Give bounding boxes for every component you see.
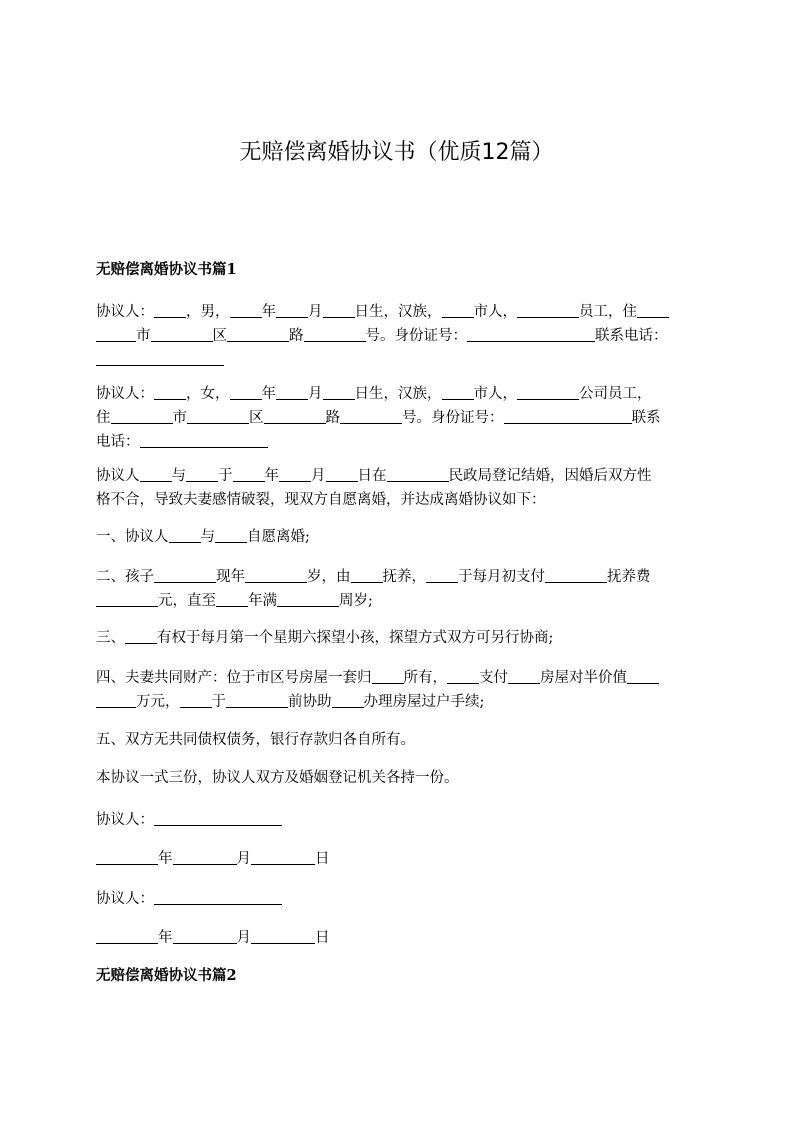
text-segment: 协议人：	[96, 891, 154, 907]
paragraph-marriage-registration	[96, 464, 699, 512]
text-segment: 号。身份证号：	[365, 328, 467, 344]
fill-blank	[340, 407, 402, 424]
fill-blank	[111, 407, 173, 424]
text-segment: 年	[264, 468, 279, 484]
fill-blank	[323, 301, 355, 318]
fill-blank	[637, 301, 669, 318]
fill-blank	[245, 566, 307, 583]
text-segment: 二、孩子	[96, 569, 154, 585]
fill-blank	[351, 566, 383, 583]
signature-date-1	[96, 847, 699, 871]
text-segment: 前协助	[288, 694, 332, 710]
fill-blank	[96, 927, 158, 944]
paragraph-party-male	[96, 300, 699, 372]
text-segment: 路	[289, 328, 304, 344]
text-segment: 三、	[96, 630, 125, 646]
text-segment: 一、协议人	[96, 529, 169, 545]
text-segment: 支付	[479, 670, 508, 686]
fill-blank	[276, 301, 308, 318]
text-segment: 市人，	[473, 386, 517, 402]
text-line	[96, 589, 699, 613]
fill-blank	[504, 407, 632, 424]
text-segment: 路	[325, 410, 340, 426]
fill-blank	[277, 590, 339, 607]
fill-blank	[326, 465, 358, 482]
fill-blank	[173, 848, 237, 865]
fill-blank	[627, 667, 659, 684]
text-line	[96, 626, 699, 650]
text-segment: 于	[218, 468, 233, 484]
clause-4	[96, 666, 699, 714]
fill-blank	[169, 526, 201, 543]
text-segment: 万元，	[136, 694, 180, 710]
fill-blank	[251, 927, 315, 944]
fill-blank	[233, 465, 265, 482]
clause-2	[96, 565, 699, 613]
text-segment: 市人，	[473, 304, 517, 320]
text-segment: 年	[158, 930, 173, 946]
fill-blank	[279, 465, 311, 482]
text-segment: 住	[96, 410, 111, 426]
fill-blank	[517, 301, 579, 318]
fill-blank	[173, 927, 237, 944]
fill-blank	[96, 848, 158, 865]
text-segment: 年	[261, 386, 276, 402]
text-segment: 房屋对半价值	[540, 670, 627, 686]
fill-blank	[230, 301, 262, 318]
text-line	[96, 666, 699, 690]
text-segment: 所有，	[403, 670, 447, 686]
clause-1	[96, 525, 699, 549]
fill-blank	[304, 325, 366, 342]
text-line	[96, 348, 699, 372]
text-segment: 周岁;	[339, 593, 373, 609]
fill-blank	[186, 465, 218, 482]
fill-blank	[216, 590, 248, 607]
fill-blank	[96, 349, 224, 366]
signature-date-2	[96, 926, 699, 950]
text-line	[96, 525, 699, 549]
text-line	[96, 406, 699, 430]
text-segment: 与	[200, 529, 215, 545]
text-segment: 号。身份证号：	[402, 410, 504, 426]
text-segment: 有权于每月第一个星期六探望小孩，探望方式双方可另行协商;	[157, 630, 554, 646]
text-segment: 月	[308, 304, 323, 320]
fill-blank	[227, 325, 289, 342]
fill-blank	[96, 325, 136, 342]
fill-blank	[372, 667, 404, 684]
fill-blank	[96, 590, 158, 607]
text-segment: 月	[236, 930, 251, 946]
text-segment: 年满	[248, 593, 277, 609]
text-line	[96, 430, 699, 454]
text-segment: 于	[211, 694, 226, 710]
text-line	[96, 808, 699, 832]
text-segment: 日	[315, 930, 330, 946]
text-segment: 联系	[631, 410, 661, 426]
fill-blank	[276, 383, 308, 400]
signature-party-2	[96, 887, 699, 911]
fill-blank	[517, 383, 579, 400]
text-segment: 年	[158, 851, 173, 867]
text-line	[96, 382, 699, 406]
text-segment: 协议人：	[96, 304, 154, 320]
text-line	[96, 324, 699, 348]
clause-5: 五、双方无共同债权债务，银行存款归各自所有。	[96, 732, 415, 748]
fill-blank	[154, 566, 216, 583]
text-segment: 日生，汉族，	[354, 304, 442, 320]
text-segment: ，女，	[186, 386, 230, 402]
text-segment: 抚养费	[607, 569, 651, 585]
fill-blank	[125, 627, 157, 644]
clause-3	[96, 626, 699, 650]
fill-blank	[187, 407, 249, 424]
text-segment: 日	[315, 851, 330, 867]
text-line	[96, 887, 699, 911]
fill-blank	[215, 526, 247, 543]
fill-blank	[442, 383, 474, 400]
text-segment: 协议人：	[96, 812, 154, 828]
text-segment: 日在	[357, 468, 387, 484]
fill-blank	[151, 325, 213, 342]
text-line	[96, 565, 699, 589]
text-segment: 民政局登记结婚，因婚后双方性	[448, 468, 652, 484]
text-line	[96, 300, 699, 324]
text-segment: 市	[136, 328, 151, 344]
text-segment: 日生，汉族，	[354, 386, 442, 402]
text-segment: 电话：	[96, 434, 140, 450]
fill-blank	[96, 691, 136, 708]
text-segment: 岁，由	[307, 569, 351, 585]
text-line	[96, 847, 699, 871]
fill-blank	[251, 848, 315, 865]
fill-blank	[140, 465, 172, 482]
text-segment: 四、夫妻共同财产：位于市区号房屋一套归	[96, 670, 372, 686]
fill-blank	[467, 325, 595, 342]
copies-note: 本协议一式三份，协议人双方及婚姻登记机关各持一份。	[96, 770, 459, 786]
fill-blank	[332, 691, 364, 708]
text-segment: 与	[171, 468, 186, 484]
text-line: 格不合，导致夫妻感情破裂，现双方自愿离婚，并达成离婚协议如下：	[96, 492, 546, 508]
text-segment: 自愿离婚;	[247, 529, 310, 545]
text-segment: 区	[249, 410, 264, 426]
text-line	[96, 926, 699, 950]
fill-blank	[154, 809, 282, 826]
paragraph-party-female	[96, 382, 699, 454]
text-segment: 月	[236, 851, 251, 867]
fill-blank	[323, 383, 355, 400]
text-segment: 现年	[216, 569, 245, 585]
text-segment: 市	[172, 410, 187, 426]
text-segment: 元，直至	[158, 593, 216, 609]
fill-blank	[447, 667, 479, 684]
text-segment: 员工，住	[579, 304, 637, 320]
fill-blank	[140, 431, 268, 448]
section-heading-2: 无赔偿离婚协议书篇2	[96, 967, 237, 984]
fill-blank	[426, 566, 458, 583]
section-heading-1: 无赔偿离婚协议书篇1	[96, 261, 237, 278]
fill-blank	[387, 465, 449, 482]
signature-party-1	[96, 808, 699, 832]
text-segment: 月	[308, 386, 323, 402]
fill-blank	[154, 888, 282, 905]
fill-blank	[442, 301, 474, 318]
fill-blank	[226, 691, 288, 708]
fill-blank	[230, 383, 262, 400]
text-segment: ，男，	[186, 304, 230, 320]
text-segment: 联系电话：	[595, 328, 668, 344]
text-segment: 协议人：	[96, 386, 154, 402]
fill-blank	[154, 301, 186, 318]
text-segment: 协议人	[96, 468, 140, 484]
fill-blank	[180, 691, 212, 708]
text-segment: 抚养，	[382, 569, 426, 585]
fill-blank	[264, 407, 326, 424]
text-segment: 月	[311, 468, 326, 484]
text-segment: 公司员工，	[579, 386, 652, 402]
document-title: 无赔偿离婚协议书（优质12篇）	[239, 140, 554, 165]
fill-blank	[508, 667, 540, 684]
text-segment: 办理房屋过户手续;	[363, 694, 485, 710]
text-segment: 年	[261, 304, 276, 320]
fill-blank	[154, 383, 186, 400]
fill-blank	[545, 566, 607, 583]
text-segment: 区	[212, 328, 227, 344]
text-line	[96, 464, 699, 488]
text-line	[96, 690, 699, 714]
text-segment: 于每月初支付	[458, 569, 545, 585]
